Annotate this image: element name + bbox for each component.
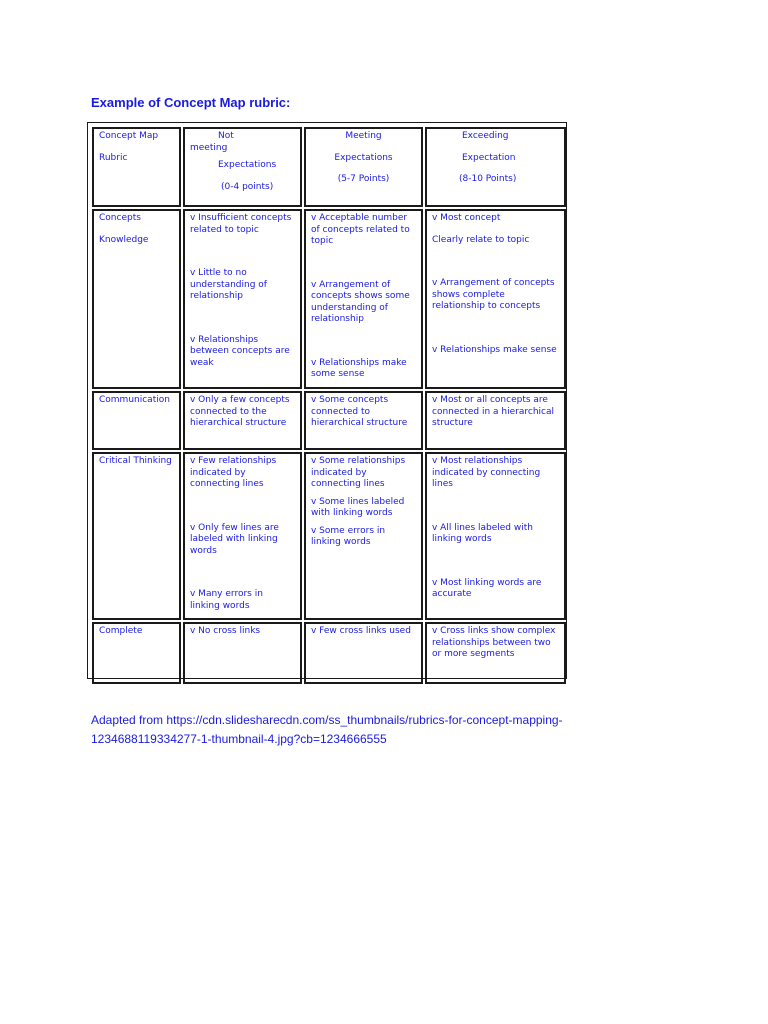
criteria-label: Communication <box>99 395 170 405</box>
criteria-cell <box>92 452 181 620</box>
descriptor-text: v Some lines labeled with linking words <box>311 496 405 518</box>
meeting-cell <box>304 391 423 450</box>
table-row <box>92 391 566 450</box>
table-row <box>92 622 566 684</box>
descriptor-text: v Insufficient concepts related to topic <box>190 213 292 235</box>
header-text: Rubric <box>99 152 128 163</box>
descriptor-text: v Arrangement of concepts shows complete relationship to concepts <box>432 278 555 311</box>
descriptor-text: v Acceptable number of concepts related to topic <box>311 213 410 246</box>
exceeding-cell <box>425 622 566 684</box>
descriptor-text: v Some errors in linking words <box>311 525 386 547</box>
descriptor-text: v Only a few concepts connected to the hierarchical structure <box>190 395 290 428</box>
page-title: Example of Concept Map rubric: <box>91 95 291 110</box>
header-text: (8-10 Points) <box>459 174 517 184</box>
descriptor-text: v Most linking words are accurate <box>432 577 542 599</box>
descriptor-text: v Most concept <box>432 213 501 223</box>
source-attribution-line: Adapted from https://cdn.slidesharecdn.com/ss_thumbnails/rubrics-for-concept-mapping- <box>91 713 563 727</box>
descriptor-text: v No cross links <box>190 626 261 636</box>
criteria-cell <box>92 622 181 684</box>
header-text: Exceeding <box>462 131 509 141</box>
header-text: (5-7 Points) <box>337 174 390 184</box>
meeting-cell <box>304 452 423 620</box>
criteria-label: Concepts <box>99 213 141 223</box>
table-header-row <box>92 127 566 207</box>
header-text: Concept Map <box>99 131 159 141</box>
exceeding-cell <box>425 452 566 620</box>
criteria-label: Knowledge <box>99 234 149 245</box>
meeting-cell <box>304 622 423 684</box>
rubric-table <box>87 122 567 679</box>
descriptor-text: v Little to no understanding of relationship <box>190 268 267 301</box>
descriptor-text: v Only few lines are labeled with linking words <box>190 522 279 556</box>
header-text: meeting <box>190 142 228 153</box>
not-meeting-cell <box>183 209 302 389</box>
descriptor-text: Clearly relate to topic <box>432 234 530 245</box>
descriptor-text: v Most or all concepts are connected in a hierarchical structure <box>432 395 555 428</box>
descriptor-text: v Some concepts connected to hierarchical structure <box>311 395 408 428</box>
descriptor-text: v Few cross links used <box>311 626 411 636</box>
criteria-label: Complete <box>99 626 143 636</box>
descriptor-text: v Relationships make some sense <box>311 357 407 379</box>
not-meeting-cell <box>183 622 302 684</box>
descriptor-text: v Relationships make sense <box>432 344 557 355</box>
criteria-label: Critical Thinking <box>99 456 172 466</box>
header-text: Not <box>218 131 234 141</box>
descriptor-text: v Some relationships indicated by connecting lines <box>311 456 406 489</box>
descriptor-text: v Arrangement of concepts shows some understanding of relationship <box>311 279 410 324</box>
criteria-cell <box>92 209 181 389</box>
criteria-cell <box>92 391 181 450</box>
descriptor-text: v Few relationships indicated by connecting lines <box>190 456 277 489</box>
exceeding-cell <box>425 391 566 450</box>
descriptor-text: v Most relationships indicated by connecting lines <box>432 456 541 489</box>
descriptor-text: v Relationships between concepts are weak <box>190 334 290 368</box>
table-row <box>92 209 566 389</box>
source-attribution-line: 1234688119334277-1-thumbnail-4.jpg?cb=1234666555 <box>91 732 387 746</box>
descriptor-text: v Cross links show complex relationships between two or more segments <box>432 626 556 659</box>
descriptor-text: v Many errors in linking words <box>190 589 263 611</box>
header-cell-exceeding <box>425 127 566 207</box>
source-attribution <box>91 711 563 749</box>
header-text: (0-4 points) <box>221 181 274 192</box>
header-cell-meeting <box>304 127 423 207</box>
meeting-cell <box>304 209 423 389</box>
header-text: Meeting <box>345 131 382 141</box>
header-cell-criteria <box>92 127 181 207</box>
not-meeting-cell <box>183 452 302 620</box>
header-text: Expectation <box>462 152 516 163</box>
exceeding-cell <box>425 209 566 389</box>
header-text: Expectations <box>218 160 277 170</box>
header-cell-not-meeting <box>183 127 302 207</box>
descriptor-text: v All lines labeled with linking words <box>432 522 533 544</box>
table-row <box>92 452 566 620</box>
not-meeting-cell <box>183 391 302 450</box>
header-text: Expectations <box>334 152 393 163</box>
